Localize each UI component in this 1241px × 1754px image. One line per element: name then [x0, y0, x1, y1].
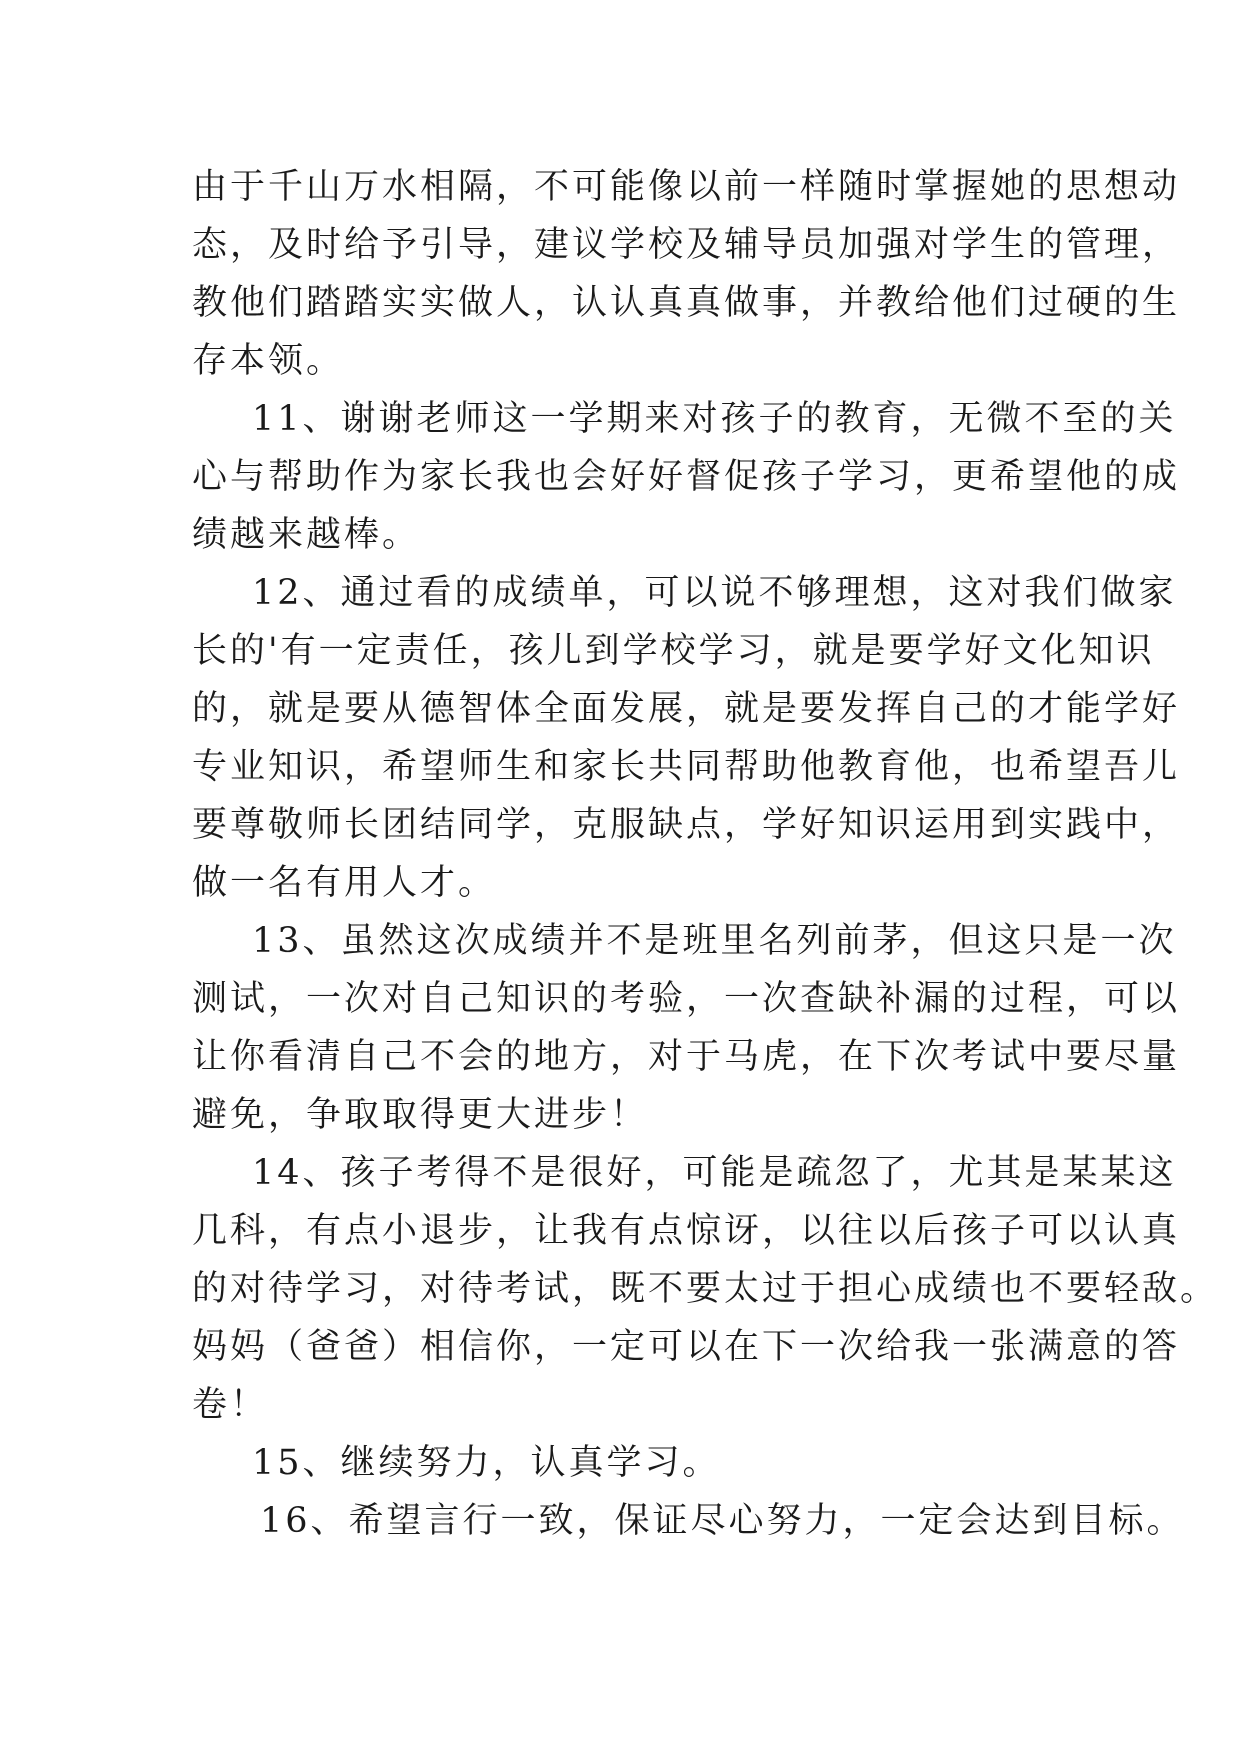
text-line: 卷！	[192, 1385, 269, 1425]
text-line: 12、通过看的成绩单，可以说不够理想，这对我们做家	[252, 573, 1177, 613]
text-line: 由于千山万水相隔，不可能像以前一样随时掌握她的思想动	[192, 167, 1181, 207]
text-line: 态，及时给予引导，建议学校及辅导员加强对学生的管理，	[192, 225, 1181, 265]
text-line: 测试，一次对自己知识的考验，一次查缺补漏的过程，可以	[192, 979, 1181, 1019]
text-line: 避免，争取取得更大进步！	[192, 1095, 649, 1135]
text-line: 的，就是要从德智体全面发展，就是要发挥自己的才能学好	[192, 689, 1181, 729]
text-line: 的对待学习，对待考试，既不要太过于担心成绩也不要轻敌。	[192, 1269, 1219, 1309]
paragraph-14	[192, 1144, 1219, 1434]
text-line: 16、希望言行一致，保证尽心努力，一定会达到目标。	[260, 1501, 1185, 1541]
text-line: 做一名有用人才。	[192, 863, 497, 903]
text-line: 妈妈（爸爸）相信你，一定可以在下一次给我一张满意的答	[192, 1327, 1181, 1367]
paragraph-16	[192, 1492, 1185, 1550]
paragraph-13	[192, 912, 1181, 1144]
text-line: 存本领。	[192, 341, 345, 381]
text-line: 13、虽然这次成绩并不是班里名列前茅，但这只是一次	[252, 921, 1177, 961]
text-line: 让你看清自己不会的地方，对于马虎，在下次考试中要尽量	[192, 1037, 1181, 1077]
text-line: 专业知识，希望师生和家长共同帮助他教育他，也希望吾儿	[192, 747, 1181, 787]
paragraph-continuation	[192, 158, 1181, 390]
text-line: 心与帮助作为家长我也会好好督促孩子学习，更希望他的成	[192, 457, 1181, 497]
text-line: 绩越来越棒。	[192, 515, 421, 555]
paragraph-12	[192, 564, 1181, 912]
text-line: 长的'有一定责任，孩儿到学校学习，就是要学好文化知识	[192, 631, 1155, 671]
paragraph-11	[192, 390, 1181, 564]
text-line: 要尊敬师长团结同学，克服缺点，学好知识运用到实践中，	[192, 805, 1181, 845]
text-line: 15、继续努力，认真学习。	[252, 1443, 721, 1483]
text-line: 14、孩子考得不是很好，可能是疏忽了，尤其是某某这	[252, 1153, 1177, 1193]
text-line: 教他们踏踏实实做人，认认真真做事，并教给他们过硬的生	[192, 283, 1181, 323]
paragraph-15	[192, 1434, 1072, 1492]
document-body	[192, 158, 1219, 1550]
text-line: 几科，有点小退步，让我有点惊讶，以往以后孩子可以认真	[192, 1211, 1181, 1251]
text-line: 11、谢谢老师这一学期来对孩子的教育，无微不至的关	[252, 399, 1177, 439]
